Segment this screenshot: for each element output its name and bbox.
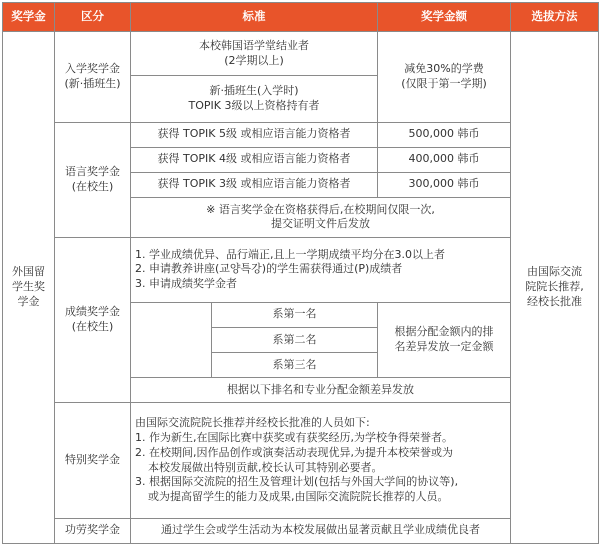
- special-item: 1. 作为新生,在国际比赛中获奖或有获奖经历,为学校争得荣誉者。: [135, 430, 453, 444]
- special-criteria: [131, 403, 511, 518]
- special-item-cont: 本校发展做出特别贡献,校长认可其特别必要者。: [148, 460, 383, 474]
- entrance-criteria-line: (2学期以上): [224, 53, 284, 67]
- performance-footer: 根据以下排名和专业分配金额差异发放: [131, 378, 511, 403]
- language-note-line: ※ 语言奖学金在资格获得后,在校期间仅限一次,: [206, 202, 435, 216]
- entrance-amount-line: 减免30%的学费: [404, 62, 484, 76]
- entrance-criteria-2: [131, 76, 378, 122]
- entrance-criteria-line: 新·插班生(入学时): [209, 84, 299, 98]
- language-name-line: 语言奖学金: [65, 164, 120, 178]
- performance-conditions: [131, 237, 511, 302]
- special-name: 特别奖学金: [55, 403, 131, 518]
- performance-name-line: (在校生): [71, 320, 114, 334]
- language-amount: 400,000 韩币: [378, 147, 511, 172]
- entrance-row-1: [3, 32, 599, 76]
- performance-rank: 系第一名: [212, 302, 378, 327]
- entrance-criteria-line: TOPIK 3级以上资格持有者: [188, 98, 320, 112]
- language-note-line: 提交证明文件后发放: [271, 217, 370, 231]
- selection-method: [511, 32, 599, 544]
- special-item: 3. 根据国际交流院的招生及管理计划(包括与外国大学间的协议等),: [135, 475, 459, 489]
- entrance-name-line: (新·插班生): [64, 76, 121, 90]
- language-amount: 500,000 韩币: [378, 122, 511, 147]
- language-name: [55, 122, 131, 237]
- special-intro: 由国际交流院院长推荐并经校长批准的人员如下:: [135, 416, 370, 430]
- header-row: [3, 3, 599, 32]
- header-amount: 奖学金额: [378, 3, 511, 32]
- scholarship-table: [2, 2, 599, 544]
- language-criteria: 获得 TOPIK 3级 或相应语言能力资格者: [131, 172, 378, 197]
- selection-method-line: 经校长批准: [527, 295, 582, 309]
- header-scholarship: 奖学金: [3, 3, 55, 32]
- merit-row: [3, 518, 599, 543]
- performance-conditions-row: [3, 237, 599, 302]
- performance-spacer: [131, 302, 212, 377]
- language-row-1: [3, 122, 599, 147]
- entrance-criteria-1: [131, 32, 378, 76]
- merit-criteria: 通过学生会或学生活动为本校发展做出显著贡献且学业成绩优良者: [131, 518, 511, 543]
- entrance-name: [55, 32, 131, 122]
- special-row: [3, 403, 599, 518]
- special-item: 2. 在校期间,因作品创作或演奏活动表现优异,为提升本校荣誉或为: [135, 445, 453, 459]
- header-selection: 选拔方法: [511, 3, 599, 32]
- performance-rank: 系第三名: [212, 353, 378, 378]
- header-category: 区分: [55, 3, 131, 32]
- language-name-line: (在校生): [71, 179, 114, 193]
- performance-condition: 2. 申请教养讲座(교양특강)的学生需获得通过(P)成绩者: [135, 262, 403, 276]
- entrance-amount: [378, 32, 511, 122]
- language-criteria: 获得 TOPIK 5级 或相应语言能力资格者: [131, 122, 378, 147]
- group-label-line: 学金: [17, 295, 40, 309]
- group-label: [3, 32, 55, 544]
- group-label-line: 外国留: [12, 265, 45, 279]
- language-amount: 300,000 韩币: [378, 172, 511, 197]
- performance-condition: 1. 学业成绩优异、品行端正,且上一学期成绩平均分在3.0以上者: [135, 247, 445, 261]
- entrance-name-line: 入学奖学金: [65, 62, 120, 76]
- performance-name: [55, 237, 131, 403]
- header-criteria: 标准: [131, 3, 378, 32]
- performance-condition: 3. 申请成绩奖学金者: [135, 277, 237, 291]
- selection-method-line: 院院长推荐,: [525, 280, 584, 294]
- performance-amount: [378, 302, 511, 377]
- performance-name-line: 成绩奖学金: [65, 305, 120, 319]
- language-criteria: 获得 TOPIK 4级 或相应语言能力资格者: [131, 147, 378, 172]
- performance-rank: 系第二名: [212, 327, 378, 352]
- entrance-amount-line: (仅限于第一学期): [401, 76, 487, 90]
- performance-amount-line: 根据分配金额内的排: [394, 325, 494, 339]
- special-item-cont: 或为提高留学生的能力及成果,由国际交流院院长推荐的人员。: [148, 490, 449, 504]
- merit-name: 功劳奖学金: [55, 518, 131, 543]
- group-label-line: 学生奖: [12, 280, 45, 294]
- selection-method-line: 由国际交流: [527, 265, 582, 279]
- entrance-criteria-line: 本校韩国语学堂结业者: [199, 39, 309, 53]
- performance-amount-line: 名差异发放一定金额: [394, 340, 494, 354]
- language-note: [131, 197, 511, 237]
